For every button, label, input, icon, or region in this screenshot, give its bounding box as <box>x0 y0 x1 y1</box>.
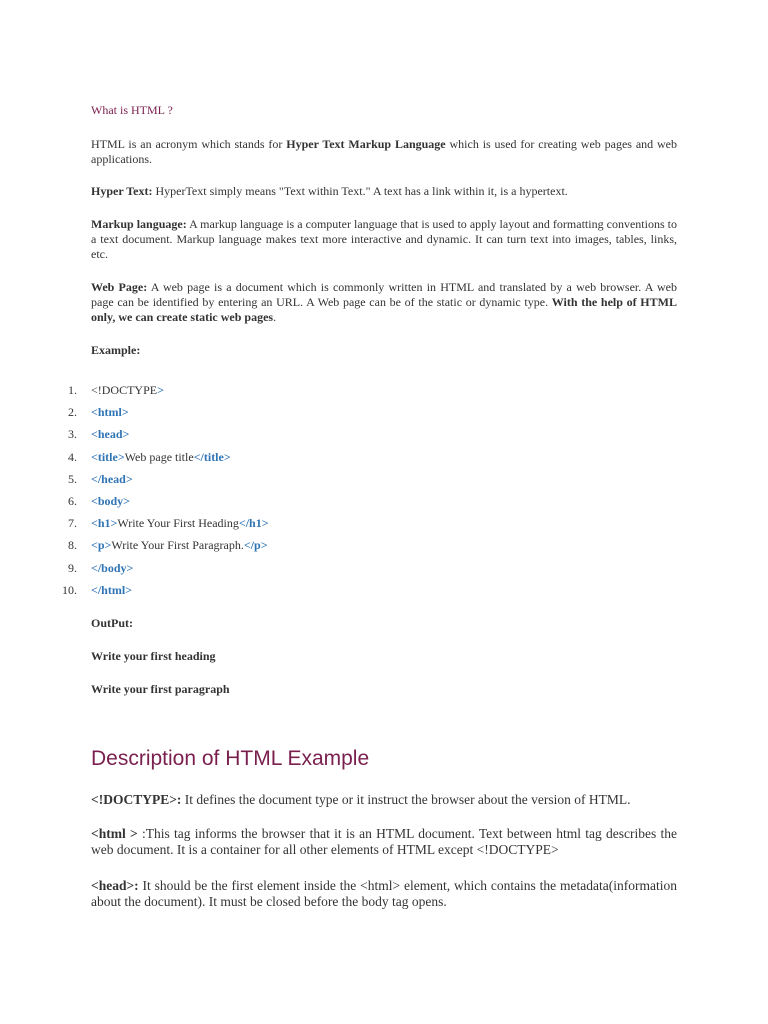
webpage-bold: With the help of HTML only, we can create static web pages <box>91 295 677 324</box>
code-line <box>62 582 269 605</box>
webpage-label: Web Page: <box>91 280 148 294</box>
code-line <box>68 471 269 494</box>
code-line <box>68 560 269 583</box>
code-tag: </body> <box>91 560 134 575</box>
desc-text: It should be the first element inside the <html> element, which contains the metadata(information about the document). It must be closed before the body tag opens. <box>91 878 677 909</box>
desc-label: <!DOCTYPE>: <box>91 792 182 807</box>
webpage-paragraph <box>91 280 677 325</box>
markup-paragraph <box>91 217 677 262</box>
desc-text: It defines the document type or it instruct the browser about the version of HTML. <box>181 792 631 807</box>
code-tag: <body> <box>91 493 131 508</box>
line-number: 4. <box>68 449 77 464</box>
desc-label: <html > <box>91 826 138 841</box>
code-tag: </title> <box>193 449 231 464</box>
line-number: 8. <box>68 538 77 553</box>
output-paragraph: Write your first paragraph <box>91 682 230 696</box>
code-example-list <box>62 383 269 605</box>
description-heading: Description of HTML Example <box>91 747 370 770</box>
output-label: OutPut: <box>91 616 133 630</box>
code-tag: </h1> <box>238 516 269 531</box>
intro-paragraph <box>91 137 677 167</box>
html-description <box>91 826 677 858</box>
code-text: Web page title <box>124 449 194 464</box>
code-tag: </head> <box>91 471 133 486</box>
code-line <box>68 427 269 449</box>
line-number: 1. <box>68 383 77 397</box>
hypertext-paragraph <box>91 184 677 199</box>
output-heading: Write your first heading <box>91 649 216 663</box>
code-line <box>68 493 269 516</box>
code-line <box>68 383 269 405</box>
code-tag: <p> <box>91 538 112 553</box>
code-tag: > <box>157 383 164 397</box>
line-number: 10. <box>62 582 77 597</box>
line-number: 7. <box>68 516 77 531</box>
code-text: Write Your First Heading <box>117 516 239 531</box>
code-text: Write Your First Paragraph. <box>111 538 244 553</box>
code-tag: </p> <box>243 538 268 553</box>
code-tag: <title> <box>91 449 125 464</box>
markup-text: A markup language is a computer language that is used to apply layout and formatting conventions to a text document. Markup language makes text more interactive and dynamic. It can turn text into images, tables, links, etc. <box>91 217 677 261</box>
code-tag: </html> <box>91 582 133 597</box>
desc-label: <head>: <box>91 878 139 893</box>
line-number: 2. <box>68 405 77 420</box>
line-number: 6. <box>68 493 77 508</box>
code-text: <!DOCTYPE <box>91 383 158 397</box>
hypertext-label: Hyper Text: <box>91 184 153 198</box>
hypertext-text: HyperText simply means "Text within Text." A text has a link within it, is a hypertext. <box>152 184 568 198</box>
code-line <box>68 405 269 427</box>
code-line <box>68 538 269 560</box>
code-line <box>68 449 269 472</box>
code-line <box>68 516 269 538</box>
line-number: 5. <box>68 471 77 486</box>
code-tag: <head> <box>91 427 130 442</box>
desc-text: :This tag informs the browser that it is an HTML document. Text between html tag describes the web document. It is a container for all other elements of HTML except <!DOCTYPE> <box>91 826 677 857</box>
doctype-description <box>91 792 677 808</box>
line-number: 9. <box>68 560 77 575</box>
intro-text-end: which is used for creating web pages and web applications. <box>91 137 678 166</box>
markup-label: Markup language: <box>91 217 187 231</box>
what-is-html-heading: What is HTML ? <box>91 103 173 117</box>
webpage-end: . <box>273 310 277 324</box>
webpage-text: A web page is a document which is commonly written in HTML and translated by a web browser. A web page can be identified by entering an URL. A Web page can be of the static or dynamic type. <box>91 280 677 309</box>
intro-bold: Hyper Text Markup Language <box>286 137 446 151</box>
intro-text: HTML is an acronym which stands for <box>91 137 287 151</box>
line-number: 3. <box>68 427 77 442</box>
code-tag: <h1> <box>91 516 118 531</box>
code-tag: <html> <box>91 405 129 420</box>
head-description <box>91 878 677 910</box>
example-label: Example: <box>91 343 141 357</box>
